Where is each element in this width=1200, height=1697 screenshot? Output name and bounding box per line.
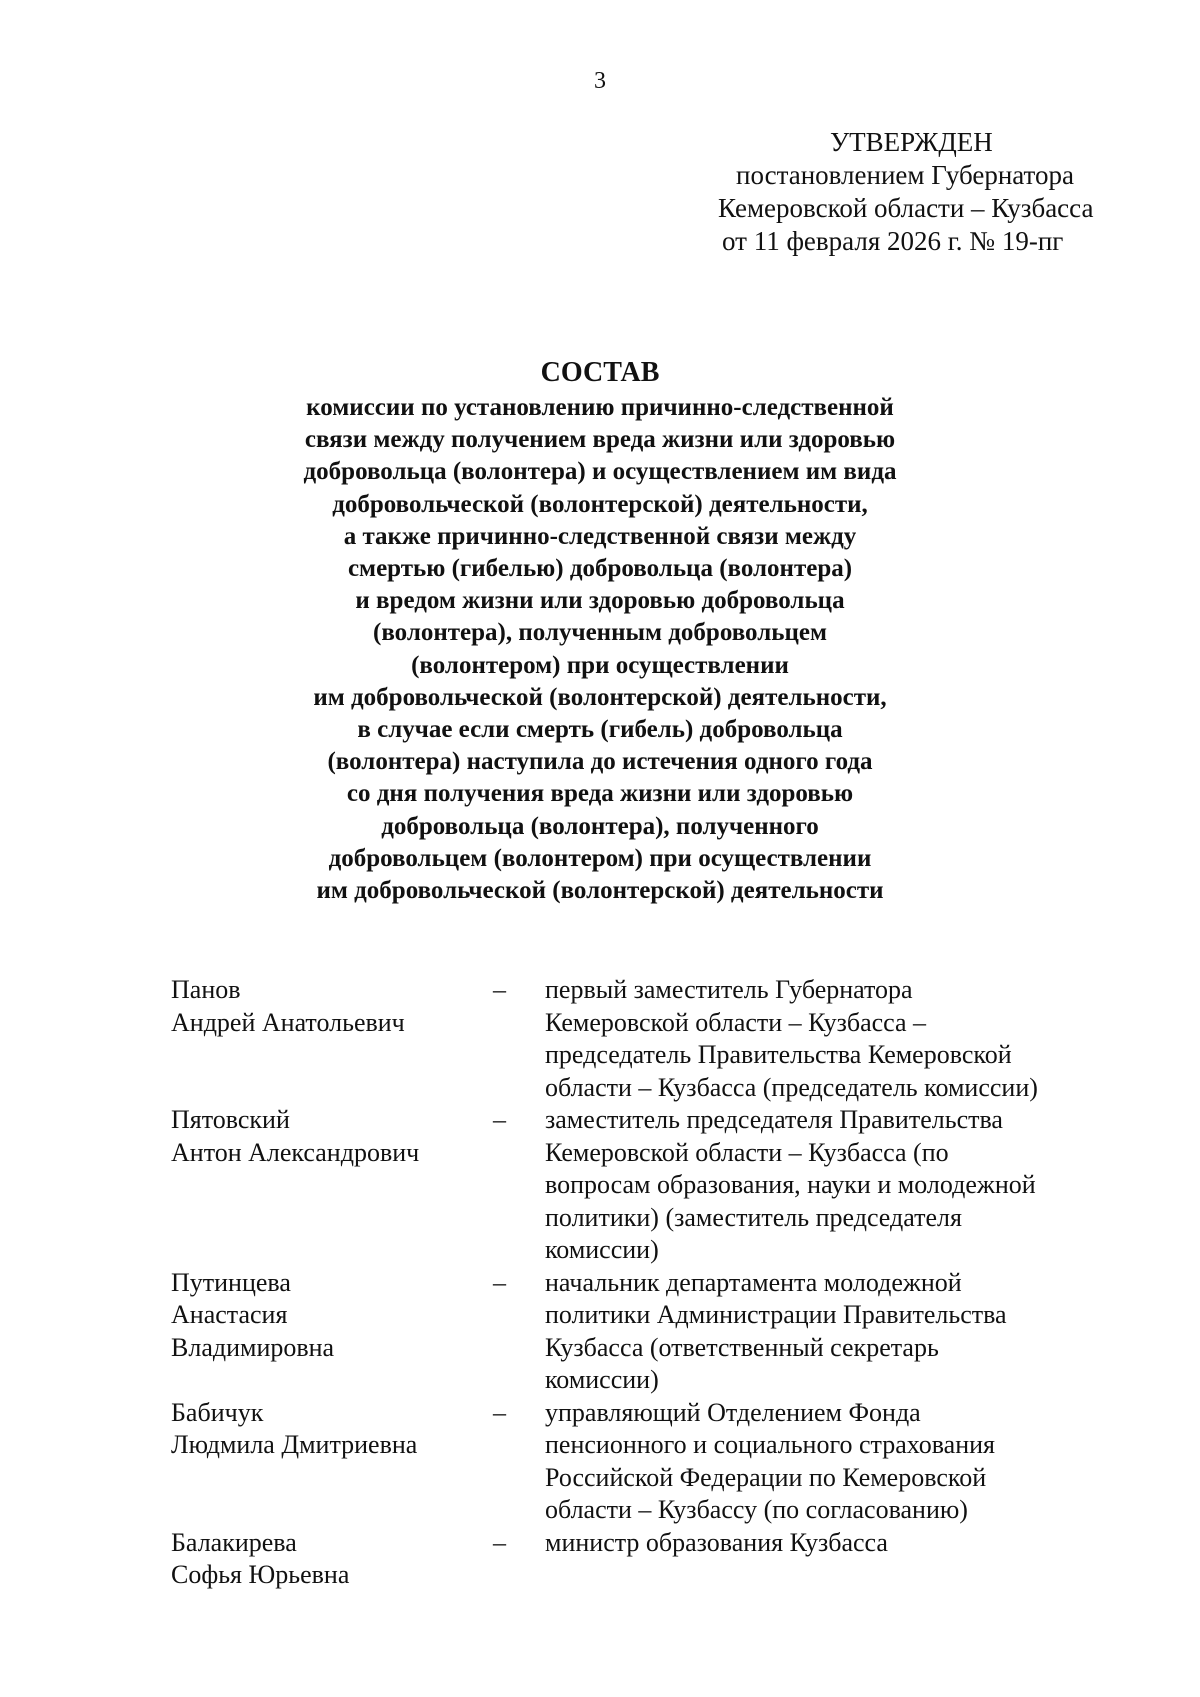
subtitle-line: им добровольческой (волонтерской) деятельности <box>316 877 884 905</box>
subtitle-line: добровольцем (волонтером) при осуществлении <box>328 844 872 872</box>
member-name-line: Панов <box>171 975 241 1004</box>
member-name-line: Пятовский <box>171 1105 290 1134</box>
member-role-line: первый заместитель Губернатора <box>545 975 913 1004</box>
member-role <box>545 1104 1111 1267</box>
member-entry <box>171 1104 1111 1267</box>
member-name-line: Бабичук <box>171 1397 264 1427</box>
member-name-line: Анастасия <box>171 1300 288 1329</box>
member-role-line: области – Кузбасса (председатель комиссии) <box>545 1072 1038 1102</box>
document-subtitle <box>0 392 1200 907</box>
member-name-line: Антон Александрович <box>171 1137 420 1167</box>
document-title: СОСТАВ <box>540 357 660 388</box>
member-name-line: Балакирева <box>171 1527 297 1557</box>
member-entry <box>171 1527 1111 1592</box>
member-entry <box>171 1267 1111 1397</box>
member-dash: – <box>493 975 506 1004</box>
member-name-line: Софья Юрьевна <box>171 1560 350 1589</box>
member-dash: – <box>493 1397 506 1427</box>
member-role-line: пенсионного и социального страхования <box>545 1430 996 1459</box>
member-dash: – <box>493 1527 506 1557</box>
member-name-line: Владимировна <box>171 1332 335 1362</box>
member-name-line: Андрей Анатольевич <box>171 1007 405 1037</box>
approval-line: постановлением Губернатора <box>736 160 1074 190</box>
subtitle-line: смертью (гибелью) добровольца (волонтера) <box>347 555 853 583</box>
subtitle-line: им добровольческой (волонтерской) деятельности, <box>313 683 887 711</box>
subtitle-line: комиссии по установлению причинно-следственной <box>306 394 894 421</box>
member-role-line: начальник департамента молодежной <box>545 1267 962 1297</box>
subtitle-line: в случае если смерть (гибель) добровольца <box>357 716 843 744</box>
subtitle-line: добровольца (волонтера) и осуществлением им вида <box>303 458 897 486</box>
member-role <box>545 1527 1111 1592</box>
approval-stamp <box>690 126 1110 258</box>
member-role-line: комиссии) <box>545 1235 659 1264</box>
member-name <box>171 1104 493 1267</box>
member-role-line: Российской Федерации по Кемеровской <box>545 1462 987 1492</box>
member-role <box>545 1267 1111 1397</box>
member-role-line: вопросам образования, науки и молодежной <box>545 1170 1036 1199</box>
member-role-line: заместитель председателя Правительства <box>545 1105 1003 1134</box>
member-dash: – <box>493 1267 506 1297</box>
member-role-line: области – Кузбассу (по согласованию) <box>545 1495 968 1524</box>
subtitle-line: со дня получения вреда жизни или здоровью <box>346 780 854 808</box>
subtitle-line: добровольца (волонтера), полученного <box>381 812 819 840</box>
subtitle-line: (волонтера) наступила до истечения одного года <box>327 748 873 776</box>
approval-line: Кемеровской области – Кузбасса <box>718 193 1094 223</box>
member-role-line: комиссии) <box>545 1365 659 1394</box>
member-role-line: Кузбасса (ответственный секретарь <box>545 1332 939 1362</box>
subtitle-line: добровольческой (волонтерской) деятельности, <box>332 490 868 518</box>
member-name <box>171 974 493 1104</box>
subtitle-line: а также причинно-следственной связи между <box>343 522 857 550</box>
subtitle-line: связи между получением вреда жизни или здоровью <box>304 426 896 454</box>
member-role <box>545 974 1111 1104</box>
member-name <box>171 1527 493 1592</box>
page-number: 3 <box>594 68 606 94</box>
approval-line: от 11 февраля 2026 г. № 19-пг <box>722 226 1064 256</box>
member-role-line: политики Администрации Правительства <box>545 1300 1007 1329</box>
approval-line: УТВЕРЖДЕН <box>830 127 993 157</box>
member-role-line: политики) (заместитель председателя <box>545 1202 962 1232</box>
member-name <box>171 1267 493 1397</box>
member-entry <box>171 1397 1111 1527</box>
member-role <box>545 1397 1111 1527</box>
member-role-line: председатель Правительства Кемеровской <box>545 1040 1012 1069</box>
member-dash: – <box>493 1105 506 1134</box>
member-name-line: Людмила Дмитриевна <box>171 1430 418 1459</box>
subtitle-line: (волонтера), полученным добровольцем <box>373 619 827 647</box>
member-role-line: Кемеровской области – Кузбасса (по <box>545 1137 949 1167</box>
member-role-line: Кемеровской области – Кузбасса – <box>545 1007 927 1037</box>
member-name <box>171 1397 493 1527</box>
member-name-line: Путинцева <box>171 1267 291 1297</box>
member-role-line: управляющий Отделением Фонда <box>545 1397 921 1427</box>
subtitle-line: (волонтером) при осуществлении <box>411 651 789 679</box>
subtitle-line: и вредом жизни или здоровью добровольца <box>355 587 845 615</box>
document-heading <box>0 356 1200 907</box>
member-entry <box>171 974 1111 1104</box>
member-role-line: министр образования Кузбасса <box>545 1527 888 1557</box>
members-list <box>171 974 1111 1592</box>
